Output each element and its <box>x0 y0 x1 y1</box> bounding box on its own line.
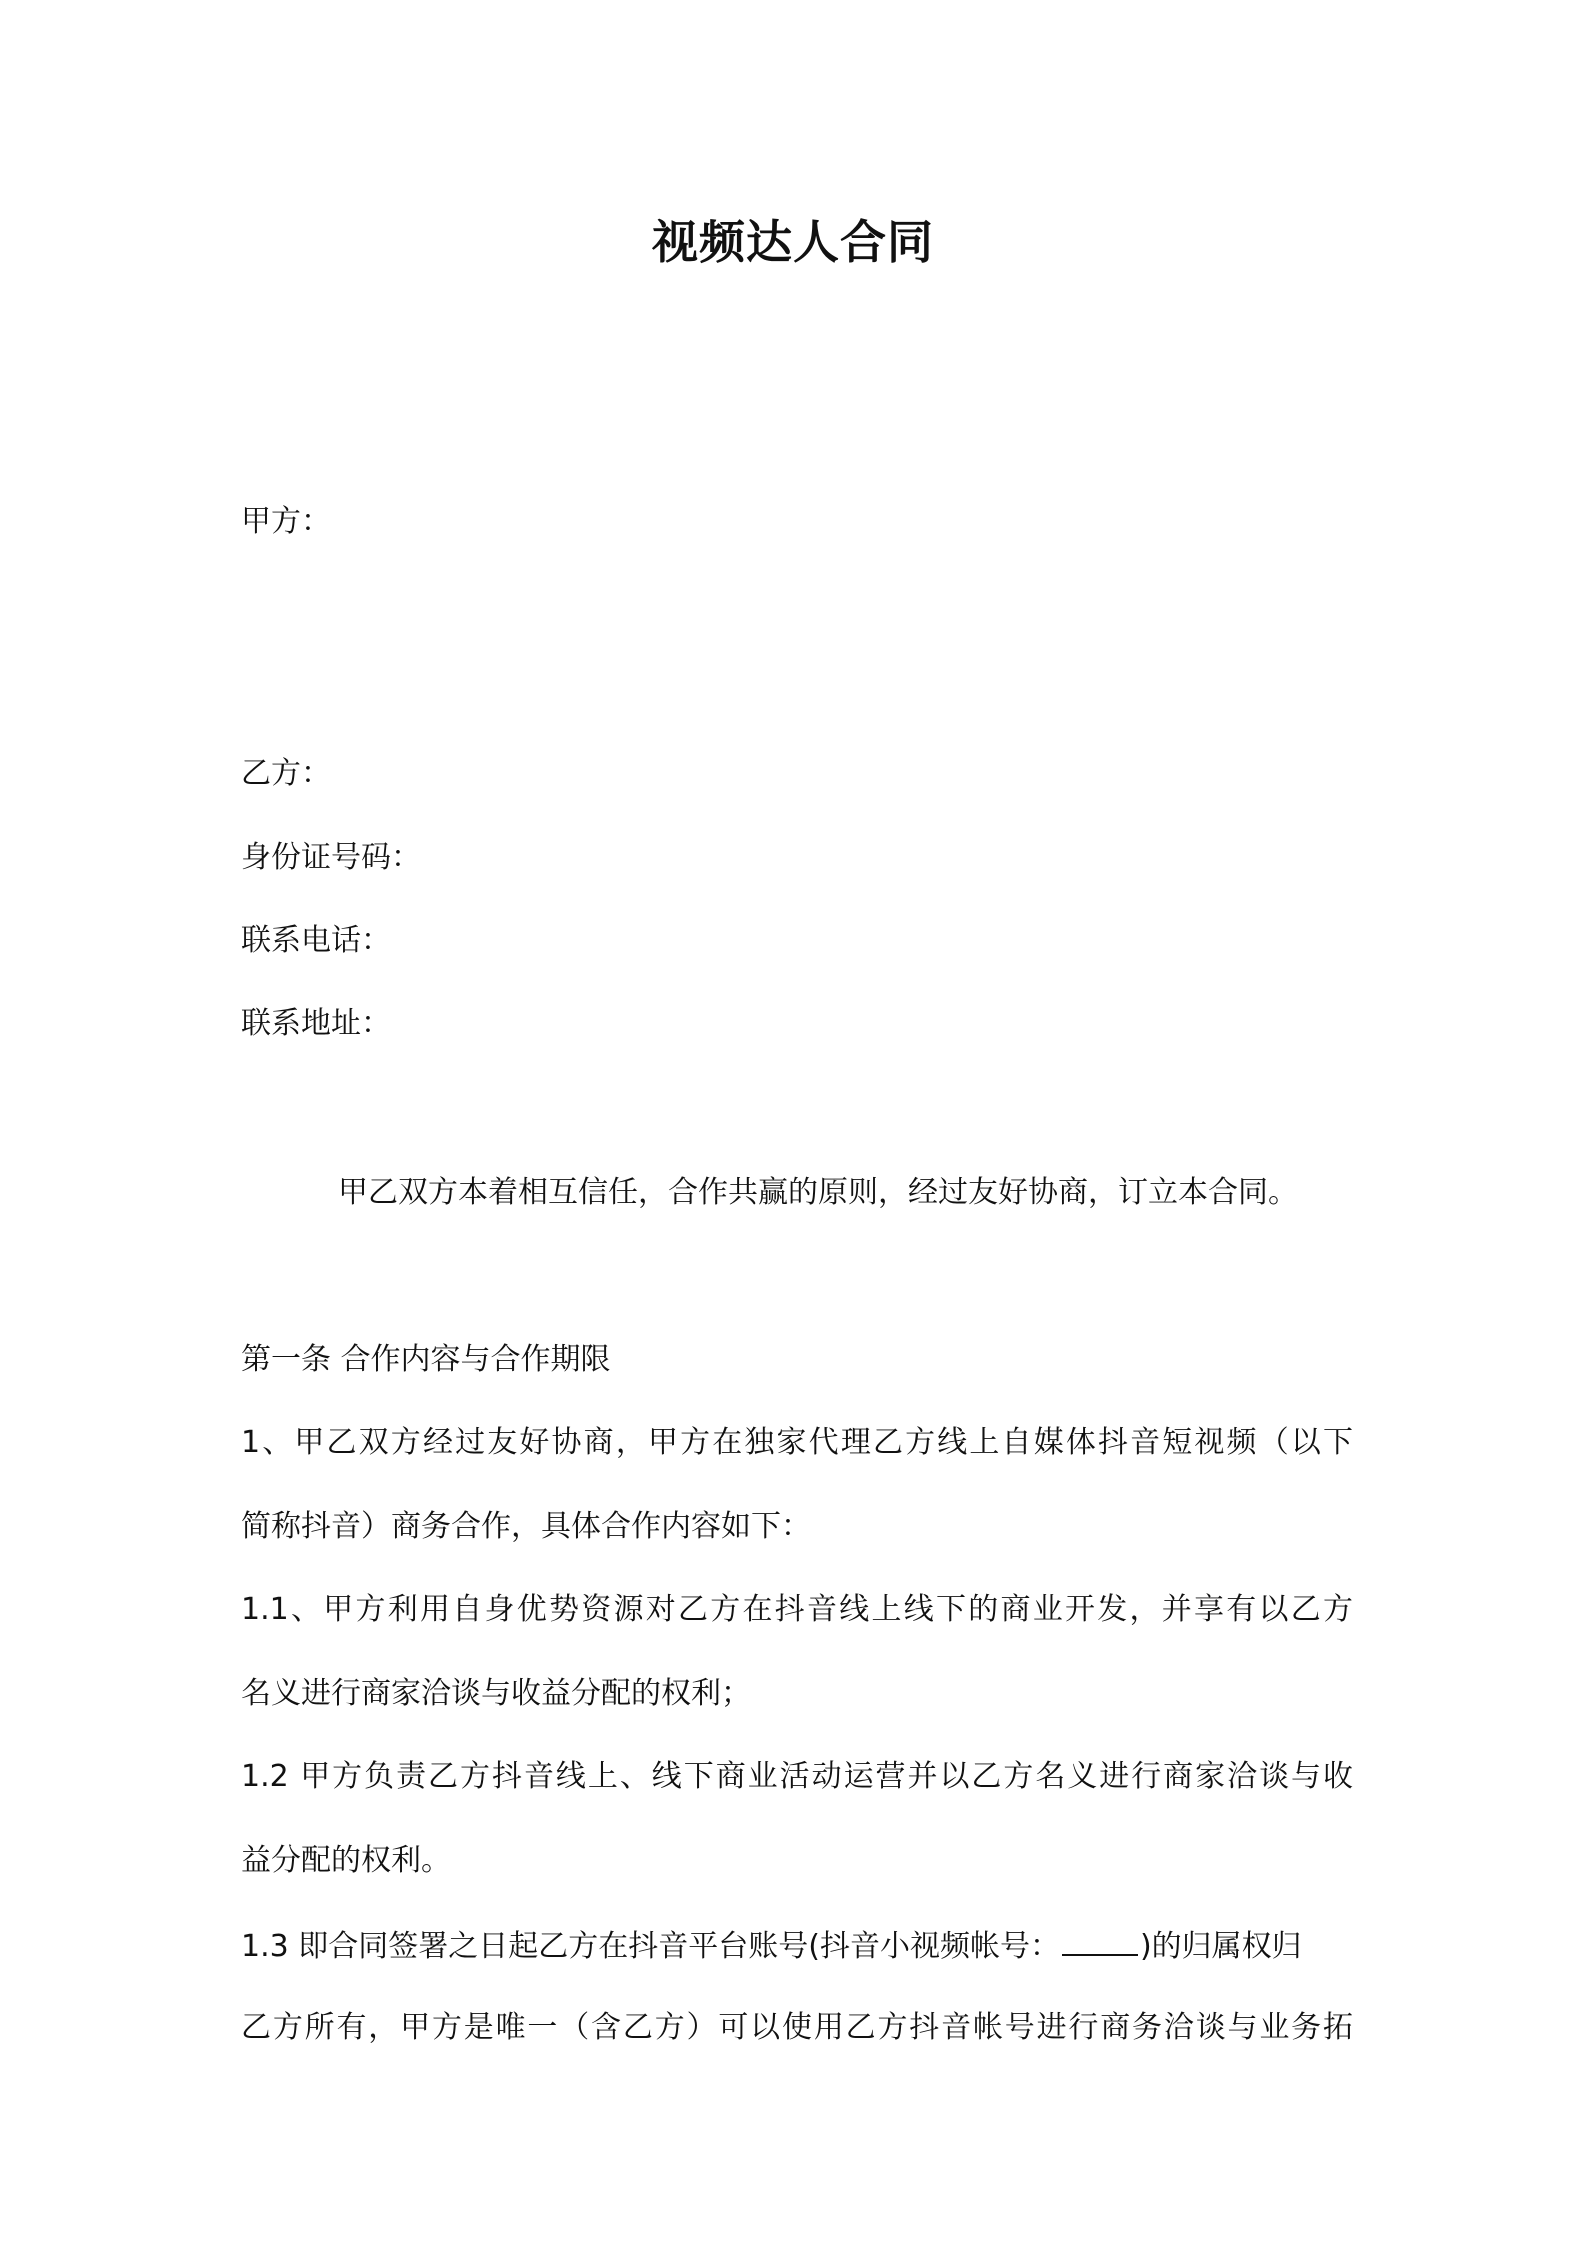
phone-label: 联系电话： <box>241 923 391 958</box>
clause-1-1-line-2: 名义进行商家洽谈与收益分配的权利； <box>241 1676 751 1711</box>
id-number-label: 身份证号码： <box>241 840 421 875</box>
page-title: 视频达人合同 <box>652 215 934 269</box>
clause-1-1-line-1: 1.1、甲方利用自身优势资源对乙方在抖音线上线下的商业开发，并享有以乙方 <box>241 1592 1353 1627</box>
party-b-label: 乙方： <box>241 756 331 791</box>
account-blank-field <box>1062 1924 1138 1956</box>
address-label: 联系地址： <box>241 1006 391 1041</box>
clause-1-2-line-2: 益分配的权利。 <box>241 1843 451 1878</box>
clause-1-line-1: 1、甲乙双方经过友好协商，甲方在独家代理乙方线上自媒体抖音短视频（以下 <box>241 1425 1353 1460</box>
article-1-heading: 第一条 合作内容与合作期限 <box>241 1342 611 1377</box>
clause-1-line-2: 简称抖音）商务合作，具体合作内容如下： <box>241 1509 811 1544</box>
clause-1-3-text-before: 1.3 即合同签署之日起乙方在抖音平台账号(抖音小视频帐号： <box>241 1929 1060 1964</box>
clause-1-3-line-1 <box>241 1924 1302 1967</box>
clause-1-3-line-2: 乙方所有，甲方是唯一（含乙方）可以使用乙方抖音帐号进行商务洽谈与业务拓 <box>241 2010 1353 2045</box>
clause-1-2-line-1: 1.2 甲方负责乙方抖音线上、线下商业活动运营并以乙方名义进行商家洽谈与收 <box>241 1759 1353 1794</box>
party-a-label: 甲方： <box>241 504 331 539</box>
preamble-paragraph: 甲乙双方本着相互信任，合作共赢的原则，经过友好协商，订立本合同。 <box>338 1175 1298 1210</box>
clause-1-3-text-after: )的归属权归 <box>1139 1929 1302 1964</box>
